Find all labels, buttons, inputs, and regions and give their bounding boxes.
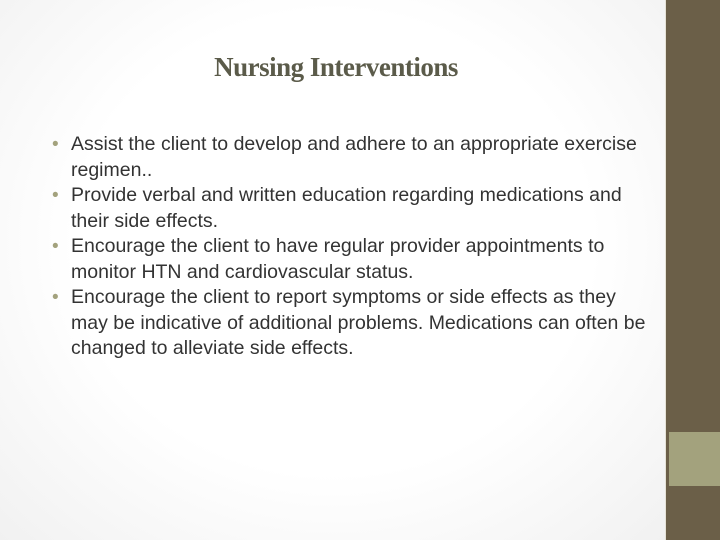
bullet-text: Provide verbal and written education regarding medications and their side effects.	[71, 184, 622, 232]
bullet-text: Encourage the client to have regular provider appointments to monitor HTN and cardiovascular status.	[71, 235, 605, 283]
sidebar-accent-block	[669, 432, 720, 486]
bullet-item-4	[52, 285, 652, 362]
bullet-marker: •	[52, 287, 59, 308]
bullet-marker: •	[52, 134, 59, 155]
bullet-text: Encourage the client to report symptoms or side effects as they may be indicative of additional problems. Medications can often be changed to alleviate side effects.	[71, 286, 646, 359]
bullet-marker: •	[52, 236, 59, 257]
bullet-item-1	[52, 132, 652, 183]
bullet-marker: •	[52, 185, 59, 206]
bullet-item-3	[52, 234, 652, 285]
bullet-item-2	[52, 183, 652, 234]
bullet-text: Assist the client to develop and adhere to an appropriate exercise regimen..	[71, 133, 637, 181]
bullet-list	[52, 132, 652, 362]
slide-title: Nursing Interventions	[214, 52, 458, 82]
